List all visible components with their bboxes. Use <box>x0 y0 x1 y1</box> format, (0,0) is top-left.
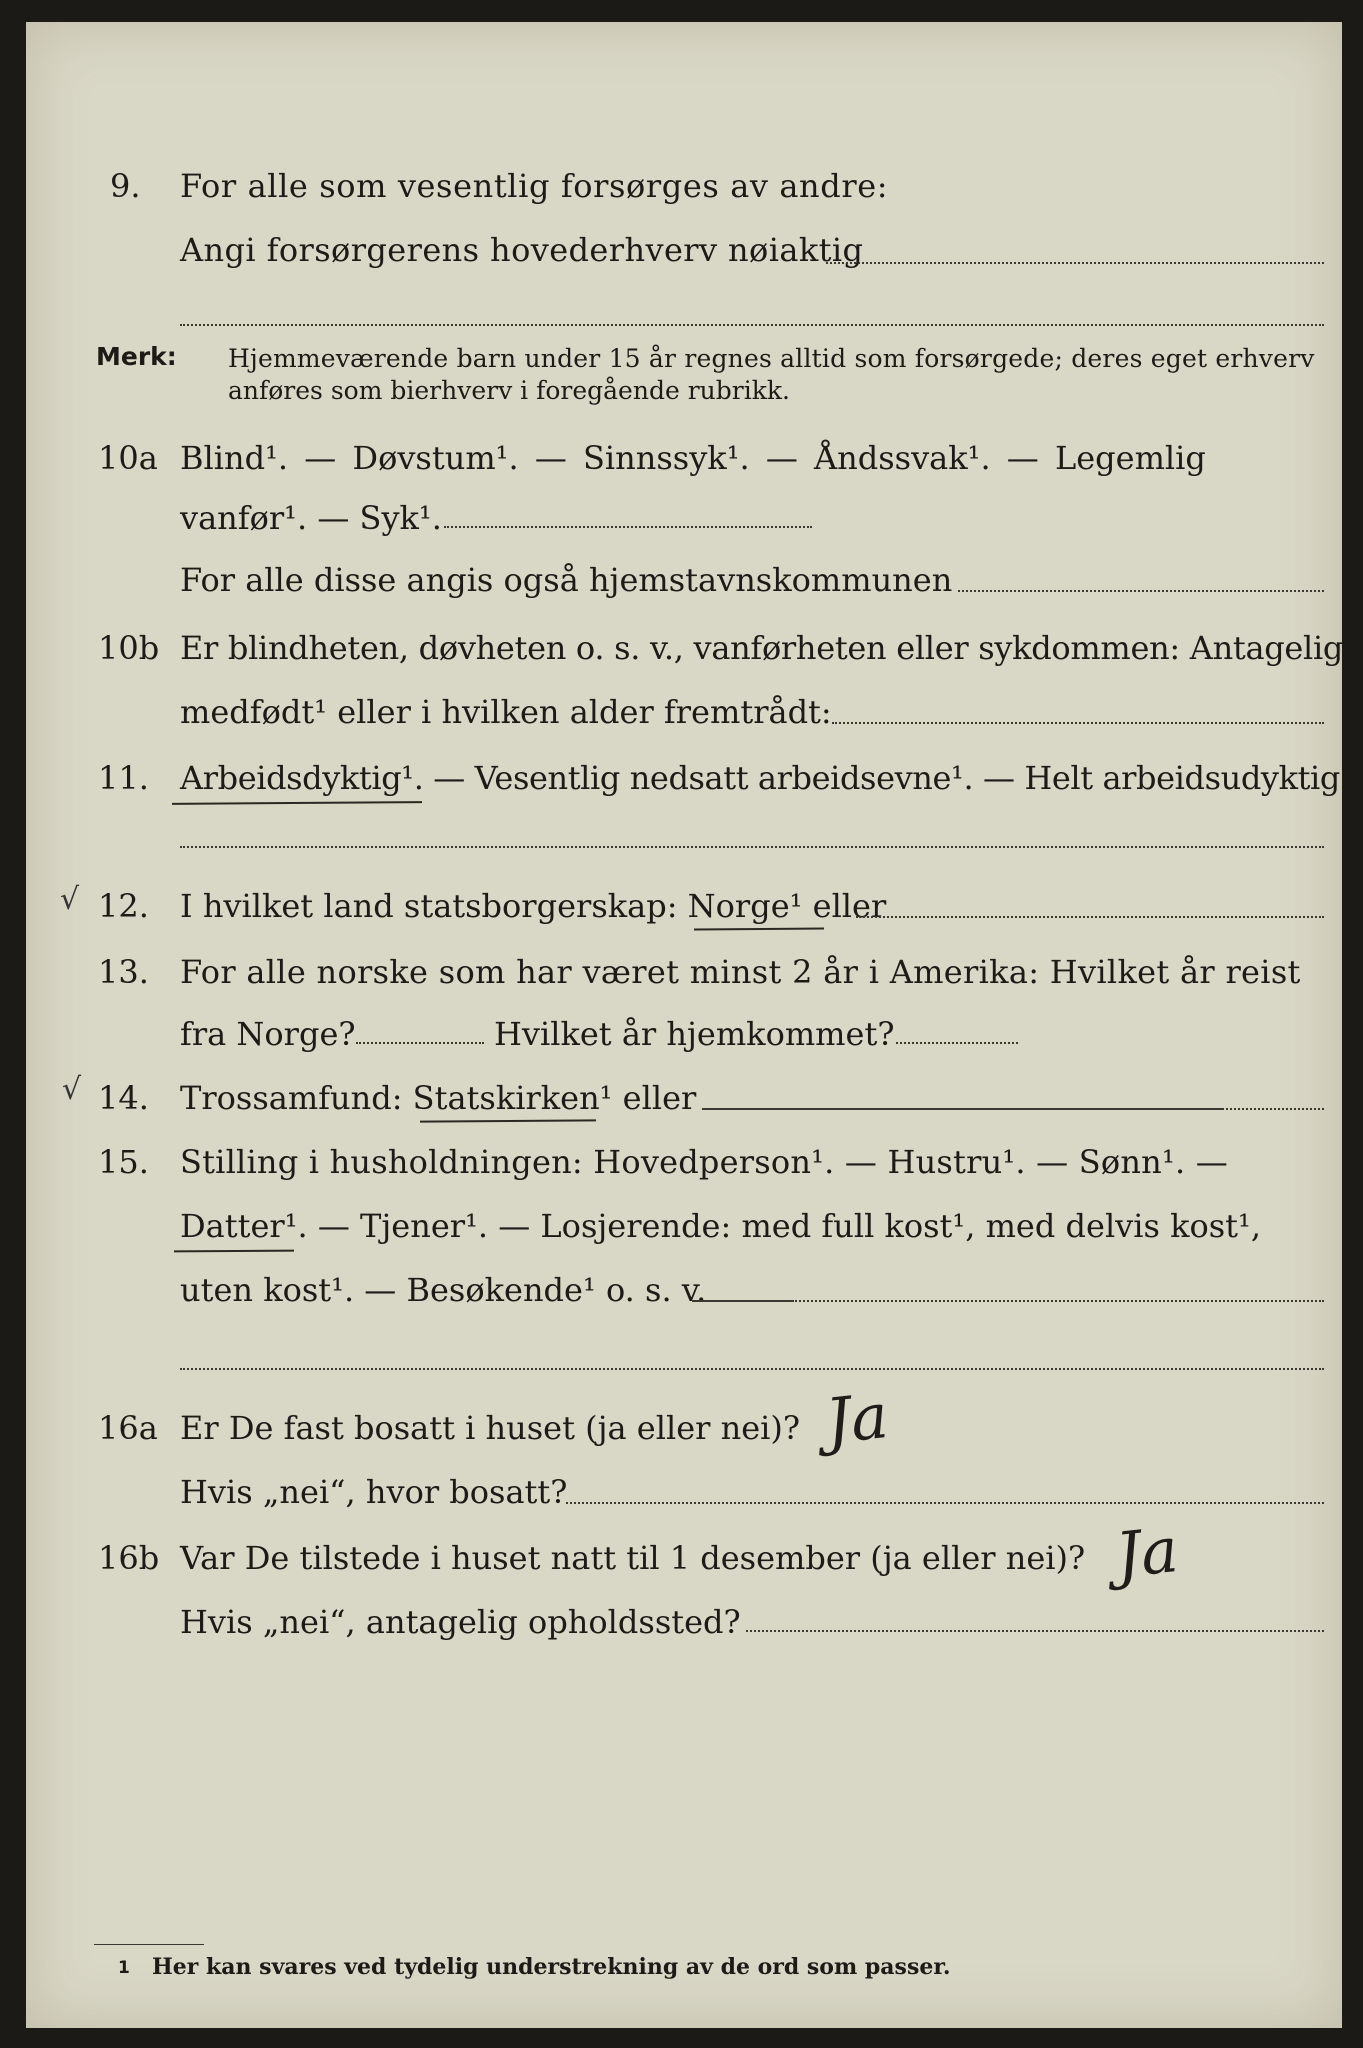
q14-answer-field[interactable] <box>1222 1108 1324 1110</box>
q16b-handwritten-answer: Ja <box>1112 1512 1182 1593</box>
q15-answer-field[interactable] <box>792 1300 1324 1302</box>
q12-answer-field[interactable] <box>856 916 1324 918</box>
q10a-number: 10a <box>98 439 158 477</box>
q14-text-line1: Trossamfund: Statskirken¹ eller <box>180 1079 697 1117</box>
q16b-number: 16b <box>98 1539 160 1577</box>
q9-text-line1: For alle som vesentlig forsørges av andre: <box>180 167 889 205</box>
check-mark-icon: √ <box>60 882 80 917</box>
q15-handwritten-line <box>692 1300 792 1302</box>
q11-text-line1: Arbeidsdyktig¹. — Vesentlig nedsatt arbeidsevne¹. — Helt arbeidsudyktig¹. <box>180 759 1363 797</box>
q15-answer-field-2[interactable] <box>180 1368 1324 1370</box>
merk-label: Merk: <box>96 342 177 371</box>
merk-text-line2: anføres som bierhverv i foregående rubrikk. <box>228 376 790 405</box>
q16b-text-line1: Var De tilstede i huset natt til 1 desember (ja eller nei)? <box>180 1539 1086 1577</box>
check-mark-icon: √ <box>62 1072 82 1107</box>
q12-handwritten-underline <box>694 928 824 931</box>
q11-answer-field[interactable] <box>180 846 1324 848</box>
q15-handwritten-underline <box>174 1250 294 1253</box>
census-form-page <box>26 22 1363 2028</box>
q13-text-line2b: Hvilket år hjemkommet? <box>494 1015 895 1053</box>
q15-text-line3: uten kost¹. — Besøkende¹ o. s. v. <box>180 1271 707 1309</box>
footnote-rule <box>94 1944 204 1945</box>
q15-text-line2: Datter¹. — Tjener¹. — Losjerende: med full kost¹, med delvis kost¹, <box>180 1207 1262 1245</box>
q10b-answer-field[interactable] <box>832 722 1324 724</box>
q13-text-line2a: fra Norge? <box>180 1015 356 1053</box>
q9-text-line2: Angi forsørgerens hovederhverv nøiaktig <box>180 231 864 269</box>
q14-handwritten-line <box>702 1108 1222 1110</box>
q13-text-line1: For alle norske som har været minst 2 år i Amerika: Hvilket år reist <box>180 953 1301 991</box>
q13-reist-field[interactable] <box>356 1042 484 1044</box>
footnote-mark: 1 <box>118 1958 130 1978</box>
q9-number: 9. <box>110 167 141 205</box>
q11-number: 11. <box>98 759 149 797</box>
q16a-bosatt-field[interactable] <box>566 1502 1324 1504</box>
q14-handwritten-underline <box>420 1119 596 1122</box>
q9-answer-field[interactable] <box>826 262 1324 264</box>
q16a-text-line1: Er De fast bosatt i huset (ja eller nei)? <box>180 1409 801 1447</box>
q16b-text-line2: Hvis „nei“, antagelig opholdssted? <box>180 1603 741 1641</box>
q16a-handwritten-answer: Ja <box>822 1378 892 1459</box>
footnote-text: Her kan svares ved tydelig understrekning av de ord som passer. <box>152 1954 951 1980</box>
q10b-text-line2: medfødt¹ eller i hvilken alder fremtrådt: <box>180 693 832 731</box>
q10a-text-line2: vanfør¹. — Syk¹. <box>180 499 442 537</box>
q10a-hjemstavn-field[interactable] <box>958 590 1324 592</box>
q16a-number: 16a <box>98 1409 158 1447</box>
merk-text-line1: Hjemmeværende barn under 15 år regnes alltid som forsørgede; deres eget erhverv <box>228 344 1315 373</box>
q9-answer-field-2[interactable] <box>180 324 1324 326</box>
q15-text-line1: Stilling i husholdningen: Hovedperson¹. — Hustru¹. — Sønn¹. — <box>180 1143 1228 1181</box>
q16a-text-line2: Hvis „nei“, hvor bosatt? <box>180 1473 568 1511</box>
q10a-answer-field[interactable] <box>444 526 812 528</box>
q10b-text-line1: Er blindheten, døvheten o. s. v., vanførheten eller sykdommen: Antagelig <box>180 629 1344 667</box>
q15-number: 15. <box>98 1143 149 1181</box>
q12-number: 12. <box>98 887 149 925</box>
q12-text-line1: I hvilket land statsborgerskap: Norge¹ eller <box>180 887 887 925</box>
q11-handwritten-underline <box>172 801 422 805</box>
q13-number: 13. <box>98 953 149 991</box>
q16b-opholdssted-field[interactable] <box>746 1630 1324 1632</box>
q10a-text-line1: Blind¹. — Døvstum¹. — Sinnssyk¹. — Åndssvak¹. — Legemlig <box>180 439 1206 477</box>
q10a-text-line3: For alle disse angis også hjemstavnskommunen <box>180 561 953 599</box>
q10b-number: 10b <box>98 629 160 667</box>
q13-hjemkommet-field[interactable] <box>896 1042 1018 1044</box>
q14-number: 14. <box>98 1079 149 1117</box>
